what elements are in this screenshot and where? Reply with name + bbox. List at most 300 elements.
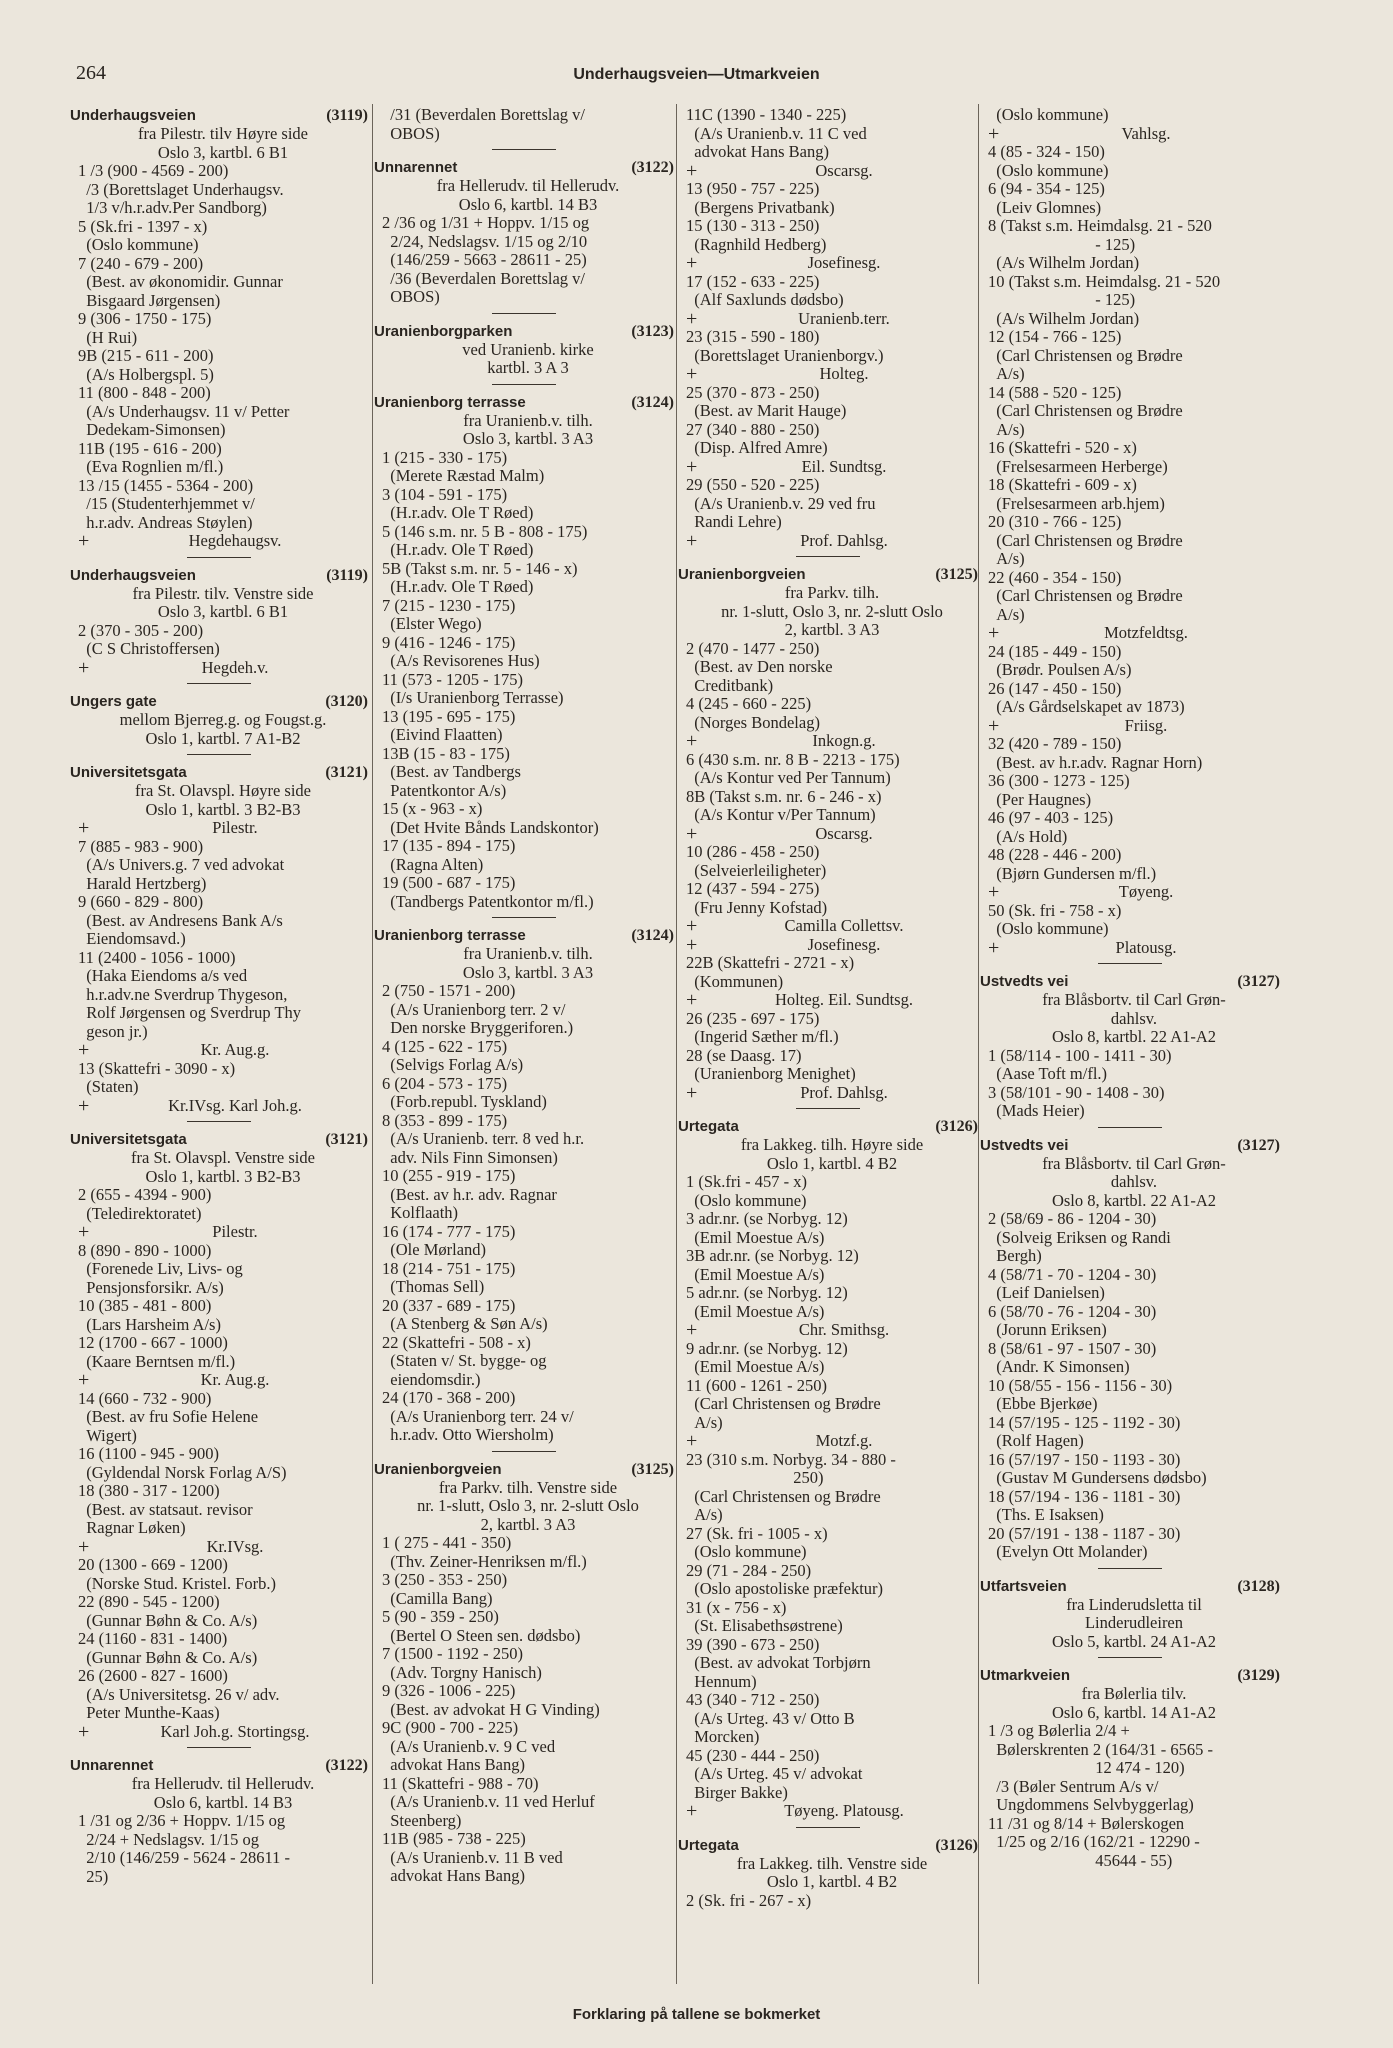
street-name: Universitetsgata [70, 764, 187, 781]
street-description: Oslo 3, kartbl. 6 B1 [157, 142, 289, 162]
property-entry-line: (H Rui) [78, 327, 138, 347]
property-entry-line: (Best. av Den norske [686, 657, 833, 676]
property-entry-line: 8 (890 - 890 - 1000) [78, 1240, 212, 1260]
property-entry-line: 24 (170 - 368 - 200) [382, 1388, 516, 1407]
crossing-plus-icon: + [686, 252, 698, 274]
property-entry-line: (Per Haugnes) [988, 789, 1092, 809]
property-entry-line: - 125) [988, 290, 1136, 309]
property-entry-line: - 125) [988, 234, 1136, 254]
property-entry-line: 28 (se Daasg. 17) [686, 1045, 802, 1065]
property-entry-line: Hennum) [686, 1671, 757, 1691]
street-description: Oslo 8, kartbl. 22 A1-A2 [1051, 1027, 1217, 1046]
property-entry-line: 11B (985 - 738 - 225) [382, 1829, 526, 1848]
property-entry-line: 6 (430 s.m. nr. 8 B - 2213 - 175) [686, 749, 900, 769]
property-entry-line: 18 (214 - 751 - 175) [382, 1258, 516, 1278]
property-entry-line: A/s) [988, 364, 1025, 383]
cross-street-name: Inkogn.g. [812, 731, 876, 750]
property-entry-line: 13 (195 - 695 - 175) [382, 706, 516, 726]
property-entry-line: 9B (215 - 611 - 200) [78, 346, 214, 365]
property-entry-line: 15 (130 - 313 - 250) [686, 216, 820, 235]
section-divider [187, 1121, 251, 1122]
property-entry-line: A/s) [988, 549, 1025, 568]
property-entry-line: (A/s Urteg. 43 v/ Otto B [686, 1708, 855, 1728]
property-entry-line: (Borettslaget Uranienborgv.) [686, 345, 884, 365]
street-description: fra Uranienb.v. tilh. [463, 944, 593, 963]
property-entry-line: 16 (57/197 - 150 - 1193 - 30) [988, 1449, 1181, 1469]
property-entry-line: 11B (195 - 616 - 200) [78, 438, 222, 458]
property-entry-line: /36 (Beverdalen Borettslag v/ [382, 268, 585, 288]
street-name: Unnarennet [70, 1757, 154, 1774]
property-entry-line: 2/10 (146/259 - 5624 - 28611 - [78, 1848, 291, 1867]
property-entry-line: 3 (58/101 - 90 - 1408 - 30) [988, 1082, 1165, 1102]
property-entry-line: 23 (315 - 590 - 180) [686, 327, 820, 346]
cross-street-line [678, 933, 978, 956]
street-code: (3127) [1237, 1136, 1280, 1154]
column-divider [978, 104, 979, 1984]
crossing-plus-icon: + [686, 1430, 698, 1452]
street-heading [374, 1460, 674, 1479]
property-entry-line: (Ebbe Bjerkøe) [988, 1394, 1098, 1413]
property-entry-line: 11 (800 - 848 - 200) [78, 383, 211, 402]
section-divider [1098, 1657, 1162, 1658]
property-entry-line: 24 (1160 - 831 - 1400) [78, 1629, 228, 1648]
property-entry-line: (Leiv Glomnes) [988, 197, 1102, 217]
cross-street-line [70, 1223, 368, 1242]
property-entry-line: (Mads Heier) [988, 1101, 1085, 1120]
crossing-plus-icon: + [78, 1039, 90, 1061]
property-entry-line: (H.r.adv. Ole T Røed) [382, 577, 534, 596]
property-entry-line: (Bergens Privatbank) [686, 197, 835, 217]
crossing-plus-icon: + [78, 1221, 90, 1243]
property-entry-line: (A/s Uranienborg terr. 2 v/ [382, 999, 566, 1019]
property-entry-line: 31 (x - 756 - x) [686, 1597, 787, 1617]
property-entry-line: (Bjørn Gundersen m/fl.) [988, 863, 1157, 883]
crossing-plus-icon: + [988, 622, 1000, 644]
property-entry-line: 13 (Skattefri - 3090 - x) [78, 1058, 236, 1078]
property-entry-line: (A/s Wilhelm Jordan) [988, 308, 1140, 328]
property-entry-line: (Best. av h.r. adv. Ragnar [382, 1184, 557, 1204]
property-entry-line: (A/s Uranienb.v. 29 ved fru [686, 493, 876, 513]
street-name: Uranienborgveien [374, 1460, 502, 1478]
crossing-plus-icon: + [686, 933, 698, 956]
section-divider [1098, 1127, 1162, 1128]
property-entry-line: 16 (1100 - 945 - 900) [78, 1444, 219, 1463]
property-entry-line: (Gustav M Gundersens dødsbo) [988, 1468, 1207, 1487]
property-entry-line: (Ingerid Sæther m/fl.) [686, 1027, 839, 1046]
cross-street-line [980, 714, 1280, 737]
cross-street-name: Uranienb.terr. [798, 308, 890, 328]
property-entry-line: 20 (57/191 - 138 - 1187 - 30) [988, 1523, 1181, 1543]
street-heading [70, 566, 368, 585]
street-code: (3120) [325, 693, 368, 710]
property-entry-line: (A/s Universitetsg. 26 v/ adv. [78, 1684, 280, 1704]
cross-street-line [980, 883, 1280, 902]
street-description: nr. 1-slutt, Oslo 3, nr. 2-slutt Oslo [417, 1496, 639, 1515]
property-entry-line: (Oslo kommune) [988, 919, 1109, 938]
property-entry-line: (Carl Christensen og Brødre [988, 586, 1183, 605]
property-entry-line: 9 (660 - 829 - 800) [78, 892, 204, 911]
street-description: nr. 1-slutt, Oslo 3, nr. 2-slutt Oslo [721, 601, 943, 621]
street-code: (3121) [325, 764, 368, 781]
property-entry-line: 15 (x - 963 - x) [382, 799, 483, 818]
property-entry-line: (Best. av økonomidir. Gunnar [78, 272, 283, 291]
street-code: (3125) [935, 566, 978, 583]
cross-street-name: Kr.IVsg. [206, 1536, 264, 1556]
property-entry-line: /31 (Beverdalen Borettslag v/ [382, 106, 585, 124]
property-entry-line: (A/s Kontur v/Per Tannum) [686, 805, 876, 824]
street-heading [374, 158, 674, 177]
property-entry-line: 11 (573 - 1205 - 175) [382, 669, 523, 689]
property-entry-line: /15 (Studenterhjemmet v/ [78, 494, 255, 513]
property-entry-line: Ragnar Løken) [78, 1518, 186, 1537]
property-entry-line: 17 (135 - 894 - 175) [382, 836, 516, 855]
property-entry-line: 6 (94 - 354 - 125) [988, 179, 1105, 198]
property-entry-line: (Best. av Tandbergs [382, 762, 521, 781]
cross-street-name: Oscarsg. [815, 823, 873, 843]
property-entry-line: (Kaare Berntsen m/fl.) [78, 1351, 236, 1371]
property-entry-line: (Teledirektoratet) [78, 1203, 202, 1223]
cross-street-name: Josefinesg. [807, 934, 881, 954]
property-entry-line: 16 (174 - 777 - 175) [382, 1221, 516, 1241]
cross-street-name: Holteg. [819, 364, 869, 383]
crossing-plus-icon: + [78, 1720, 90, 1743]
property-entry-line: (Norges Bondelag) [686, 712, 820, 732]
property-entry-line: 26 (2600 - 827 - 1600) [78, 1666, 228, 1685]
street-name: Ungers gate [70, 693, 157, 710]
property-entry-line: (Rolf Hagen) [988, 1431, 1084, 1450]
property-entry-line: 10 (286 - 458 - 250) [686, 842, 820, 861]
property-entry-line: (A/s Hold) [988, 826, 1068, 846]
street-description: Oslo 5, kartbl. 24 A1-A2 [1051, 1631, 1217, 1651]
section-divider [187, 557, 251, 558]
property-entry-line: (Kommunen) [686, 971, 784, 991]
property-entry-line: Rolf Jørgensen og Sverdrup Thy [78, 1003, 302, 1022]
property-entry-line: (Staten v/ St. bygge- og [382, 1351, 547, 1370]
crossing-plus-icon: + [686, 822, 698, 845]
property-entry-line: (St. Elisabethsøstrene) [686, 1616, 843, 1635]
street-name: Utmarkveien [980, 1667, 1071, 1684]
property-entry-line: Bergh) [988, 1246, 1042, 1265]
street-name: Universitetsgata [70, 1131, 187, 1148]
crossing-plus-icon: + [686, 307, 698, 330]
property-entry-line: Randi Lehre) [686, 512, 782, 531]
property-entry-line: 25 (370 - 873 - 250) [686, 382, 820, 402]
property-entry-line: (Oslo kommune) [686, 1190, 807, 1210]
cross-street-name: Kr.IVsg. Karl Joh.g. [168, 1095, 302, 1115]
property-entry-line: 20 (310 - 766 - 125) [988, 512, 1122, 531]
property-entry-line: 11 /31 og 8/14 + Bølerskogen [988, 1813, 1185, 1833]
property-entry-line: (Forenede Liv, Livs- og [78, 1259, 243, 1278]
street-description: ved Uranienb. kirke [462, 339, 594, 359]
cross-street-name: Tøyeng. [1118, 882, 1174, 901]
street-name: Ustvedts vei [980, 1136, 1069, 1154]
property-entry-line: A/s) [988, 419, 1025, 439]
property-entry-line: 14 (588 - 520 - 125) [988, 382, 1122, 402]
property-entry-line: (Alf Saxlunds dødsbo) [686, 290, 844, 309]
property-entry-line: (Carl Christensen og Brødre [686, 1394, 881, 1413]
street-heading [980, 1136, 1280, 1155]
cross-street-name: Tøyeng. Platousg. [784, 1801, 904, 1820]
property-entry-line: (Gunnar Bøhn & Co. A/s) [78, 1610, 258, 1630]
street-description: Oslo 1, kartbl. 4 B2 [766, 1872, 898, 1891]
property-entry-line: 43 (340 - 712 - 250) [686, 1690, 820, 1709]
cross-street-line [70, 1094, 368, 1117]
street-description: Oslo 6, kartbl. 14 A1-A2 [1051, 1702, 1217, 1722]
cross-street-line [678, 822, 978, 845]
property-entry-line: 1/25 og 2/16 (162/21 - 12290 - [988, 1832, 1200, 1851]
property-entry-line: Dedekam-Simonsen) [78, 420, 226, 439]
property-entry-line: (Oslo apostoliske præfektur) [686, 1579, 884, 1598]
property-entry-line: (A/s Univers.g. 7 ved advokat [78, 855, 285, 874]
street-description: fra Bølerlia tilv. [1081, 1684, 1187, 1703]
crossing-plus-icon: + [686, 915, 698, 937]
property-entry-line: 7 (240 - 679 - 200) [78, 253, 204, 273]
property-entry-line: (Best. av Marit Hauge) [686, 401, 847, 420]
property-entry-line: (Best. av h.r.adv. Ragnar Horn) [988, 752, 1203, 772]
column-divider [372, 104, 373, 1984]
property-entry-line: (Ole Mørland) [382, 1240, 487, 1259]
street-name: Uranienborg terrasse [374, 393, 526, 411]
property-entry-line: (Emil Moestue A/s) [686, 1264, 825, 1284]
street-heading [70, 763, 368, 782]
street-code: (3124) [631, 393, 674, 411]
street-description: Oslo 6, kartbl. 14 B3 [153, 1792, 293, 1812]
property-entry-line: Kolflaath) [382, 1203, 459, 1222]
property-entry-line: 4 (58/71 - 70 - 1204 - 30) [988, 1264, 1157, 1284]
property-entry-line: (A/s Uranienb.v. 9 C ved [382, 1736, 556, 1756]
street-description: fra Hellerudv. til Hellerudv. [436, 176, 620, 195]
crossing-plus-icon: + [686, 1319, 698, 1341]
cross-street-name: Karl Joh.g. Stortingsg. [160, 1721, 310, 1741]
street-description: kartbl. 3 A 3 [487, 358, 569, 377]
cross-street-line [678, 991, 978, 1010]
property-entry-line: (A Stenberg & Søn A/s) [382, 1314, 548, 1333]
property-entry-line: (Solveig Eriksen og Randi [988, 1227, 1171, 1247]
property-entry-line: (Gunnar Bøhn & Co. A/s) [78, 1647, 258, 1667]
property-entry-line: 22B (Skattefri - 2721 - x) [686, 953, 855, 972]
street-code: (3122) [631, 159, 674, 176]
property-entry-line: (A/s Wilhelm Jordan) [988, 253, 1140, 272]
street-heading [678, 1117, 978, 1136]
property-entry-line: 1 (215 - 330 - 175) [382, 447, 508, 467]
property-entry-line: 2 (655 - 4394 - 900) [78, 1185, 212, 1204]
running-head: Underhaugsveien—Utmarkveien [573, 66, 820, 83]
cross-street-line [678, 307, 978, 330]
property-entry-line: (Thomas Sell) [382, 1277, 485, 1296]
cross-street-name: Oscarsg. [815, 160, 873, 180]
property-entry-line: 6 (58/70 - 76 - 1204 - 30) [988, 1301, 1157, 1321]
street-description: dahlsv. [1110, 1172, 1158, 1191]
street-name: Underhaugsveien [70, 566, 196, 584]
property-entry-line: 11 (600 - 1261 - 250) [686, 1375, 827, 1395]
street-heading [374, 322, 674, 341]
property-entry-line: 18 (57/194 - 136 - 1181 - 30) [988, 1486, 1181, 1506]
street-code: (3121) [325, 1131, 368, 1148]
crossing-plus-icon: + [988, 122, 1000, 145]
street-description: fra Lakkeg. tilh. Høyre side [740, 1135, 924, 1154]
crossing-plus-icon: + [78, 1369, 90, 1391]
crossing-plus-icon: + [686, 159, 698, 182]
property-entry-line: 9C (900 - 700 - 225) [382, 1718, 519, 1737]
property-entry-line: A/s) [686, 1412, 723, 1432]
street-code: (3129) [1237, 1667, 1280, 1684]
property-entry-line: 22 (460 - 354 - 150) [988, 567, 1122, 587]
street-heading [980, 1577, 1280, 1596]
cross-street-name: Chr. Smithsg. [798, 1320, 890, 1339]
street-description: fra Uranienb.v. tilh. [463, 410, 593, 430]
street-name: Urtegata [678, 1836, 739, 1854]
property-entry-line: 2 (58/69 - 86 - 1204 - 30) [988, 1209, 1157, 1228]
section-divider [1098, 1568, 1162, 1569]
cross-street-line [70, 532, 368, 551]
property-entry-line: (Ths. E Isaksen) [988, 1505, 1104, 1524]
property-entry-line: 2 (750 - 1571 - 200) [382, 981, 516, 1000]
property-entry-line: (Carl Christensen og Brødre [988, 401, 1183, 420]
page-number: 264 [76, 62, 106, 84]
property-entry-line: (Oslo kommune) [78, 235, 199, 254]
property-entry-line: /3 (Bøler Sentrum A/s v/ [988, 1776, 1159, 1796]
cross-street-line [678, 1081, 978, 1104]
cross-street-line [70, 1720, 368, 1743]
property-entry-line: 26 (147 - 450 - 150) [988, 678, 1122, 698]
property-entry-line: Ungdommens Selvbyggerlag) [988, 1795, 1194, 1814]
cross-street-line [678, 1321, 978, 1340]
section-divider [796, 1108, 860, 1109]
cross-street-line [980, 936, 1280, 959]
street-description: fra St. Olavspl. Venstre side [131, 1148, 315, 1167]
street-description: fra Hellerudv. til Hellerudv. [131, 1774, 315, 1793]
property-entry-line: (Thv. Zeiner-Henriksen m/fl.) [382, 1551, 587, 1571]
crossing-plus-icon: + [78, 530, 90, 552]
property-entry-line: Creditbank) [686, 675, 774, 695]
crossing-plus-icon: + [78, 656, 90, 679]
cross-street-line [678, 455, 978, 478]
cross-street-name: Vahlsg. [1121, 123, 1171, 143]
property-entry-line: h.r.adv. Andreas Støylen) [78, 512, 253, 532]
section-divider [187, 1747, 251, 1748]
property-entry-line: (Best. av statsaut. revisor [78, 1499, 253, 1519]
property-entry-line: 50 (Sk. fri - 758 - x) [988, 900, 1122, 920]
property-entry-line: 7 (215 - 1230 - 175) [382, 595, 516, 615]
column-3 [678, 106, 978, 1986]
property-entry-line: geson jr.) [78, 1021, 148, 1041]
street-description: fra Blåsbortv. til Carl Grøn- [1042, 1153, 1226, 1173]
property-entry-line: 13 (950 - 757 - 225) [686, 179, 820, 198]
property-entry-line: 12 (1700 - 667 - 1000) [78, 1333, 228, 1352]
property-entry-line: 1/3 v/h.r.adv.Per Sandborg) [78, 198, 267, 217]
street-description: fra Pilestr. tilv Høyre side [137, 124, 308, 143]
street-code: (3124) [631, 927, 674, 944]
property-entry-line: 19 (500 - 687 - 175) [382, 873, 516, 892]
property-entry-line: 20 (337 - 689 - 175) [382, 1295, 516, 1315]
property-entry-line: (Carl Christensen og Brødre [988, 345, 1183, 365]
property-entry-line: 23 (310 s.m. Norbyg. 34 - 880 - [686, 1449, 896, 1469]
property-entry-line: 3 (104 - 591 - 175) [382, 484, 508, 504]
property-entry-line: (Jorunn Eriksen) [988, 1320, 1107, 1339]
section-divider [492, 384, 556, 385]
property-entry-line: 1 /31 og 2/36 + Hoppv. 1/15 og [78, 1811, 286, 1830]
property-entry-line: 7 (885 - 983 - 900) [78, 836, 204, 856]
cross-street-name: Prof. Dahlsg. [800, 530, 888, 550]
property-entry-line: 11 (Skattefri - 988 - 70) [382, 1773, 539, 1793]
property-entry-line: (H.r.adv. Ole T Røed) [382, 503, 534, 522]
street-description: dahlsv. [1110, 1008, 1158, 1028]
property-entry-line: (Evelyn Ott Molander) [988, 1542, 1148, 1561]
street-name: Unnarennet [374, 159, 458, 176]
property-entry-line: eiendomsdir.) [382, 1369, 481, 1389]
street-name: Underhaugsveien [70, 107, 196, 124]
property-entry-line: 10 (255 - 919 - 175) [382, 1166, 516, 1185]
street-name: Uranienborgveien [678, 566, 806, 583]
property-entry-line: A/s) [988, 604, 1025, 624]
property-entry-line: (A/s Uranienborg terr. 24 v/ [382, 1406, 574, 1426]
section-divider [1098, 963, 1162, 964]
property-entry-line: 9 (306 - 1750 - 175) [78, 309, 212, 328]
street-code: (3119) [326, 107, 368, 124]
street-heading [374, 926, 674, 945]
cross-street-name: Hegdeh.v. [201, 657, 269, 677]
cross-street-line [678, 1802, 978, 1821]
property-entry-line: (A/s Revisorenes Hus) [382, 651, 540, 670]
street-description: fra Pilestr. tilv. Venstre side [132, 583, 314, 603]
property-entry-line: (A/s Uranienb.v. 11 C ved [686, 123, 867, 143]
street-description: Oslo 1, kartbl. 3 B2-B3 [145, 1166, 301, 1186]
property-entry-line: (Best. av advokat Torbjørn [686, 1653, 871, 1672]
property-entry-line: 13B (15 - 83 - 175) [382, 743, 510, 763]
property-entry-line: h.r.adv.ne Sverdrup Thygeson, [78, 984, 288, 1004]
property-entry-line: (Emil Moestue A/s) [686, 1227, 825, 1247]
crossing-plus-icon: + [988, 881, 1000, 903]
footer-note: Forklaring på tallene se bokmerket [572, 2006, 821, 2023]
property-entry-line: 5 (Sk.fri - 1397 - x) [78, 216, 208, 236]
property-entry-line: (Ragna Alten) [382, 854, 484, 874]
street-description: Oslo 3, kartbl. 6 B1 [157, 602, 289, 621]
property-entry-line: 4 (125 - 622 - 175) [382, 1036, 508, 1056]
property-entry-line: 46 (97 - 403 - 125) [988, 808, 1114, 827]
property-entry-line: 1 ( 275 - 441 - 350) [382, 1533, 512, 1552]
column-2 [374, 106, 674, 1986]
property-entry-line: Den norske Bryggeriforen.) [382, 1018, 574, 1037]
cross-street-name: Eil. Sundtsg. [801, 456, 887, 476]
cross-street-line [678, 917, 978, 936]
street-code: (3126) [935, 1836, 978, 1854]
property-entry-line: Bisgaard Jørgensen) [78, 290, 221, 310]
street-description: Oslo 6, kartbl. 14 B3 [458, 194, 598, 214]
property-entry-line: 2 /36 og 1/31 + Hoppv. 1/15 og [382, 213, 590, 232]
property-entry-line: (Merete Ræstad Malm) [382, 466, 545, 485]
property-entry-line: 18 (Skattefri - 609 - x) [988, 475, 1137, 494]
property-entry-line: h.r.adv. Otto Wiersholm) [382, 1425, 554, 1444]
property-entry-line: 14 (660 - 732 - 900) [78, 1388, 212, 1408]
street-code: (3123) [631, 322, 674, 340]
street-description: mellom Bjerreg.g. og Fougst.g. [119, 710, 327, 729]
property-entry-line: (Eva Rognlien m/fl.) [78, 457, 224, 476]
property-entry-line: (A/s Uranienb.v. 11 ved Herluf [382, 1792, 595, 1811]
street-description: Oslo 3, kartbl. 3 A3 [462, 429, 594, 448]
column-4 [980, 106, 1280, 1986]
property-entry-line: adv. Nils Finn Simonsen) [382, 1147, 558, 1167]
street-description: fra Lakkeg. tilh. Venstre side [736, 1853, 928, 1873]
property-entry-line: (Gyldendal Norsk Forlag A/S) [78, 1462, 287, 1482]
property-entry-line: (Ragnhild Hedberg) [686, 234, 827, 254]
property-entry-line: 2 (Sk. fri - 267 - x) [686, 1890, 812, 1910]
section-divider [187, 754, 251, 755]
cross-street-line [678, 1432, 978, 1451]
section-divider [187, 683, 251, 684]
cross-street-name: Pilestr. [212, 1222, 258, 1241]
property-entry-line: Morcken) [686, 1727, 760, 1746]
property-entry-line: (Det Hvite Bånds Landskontor) [382, 817, 599, 837]
